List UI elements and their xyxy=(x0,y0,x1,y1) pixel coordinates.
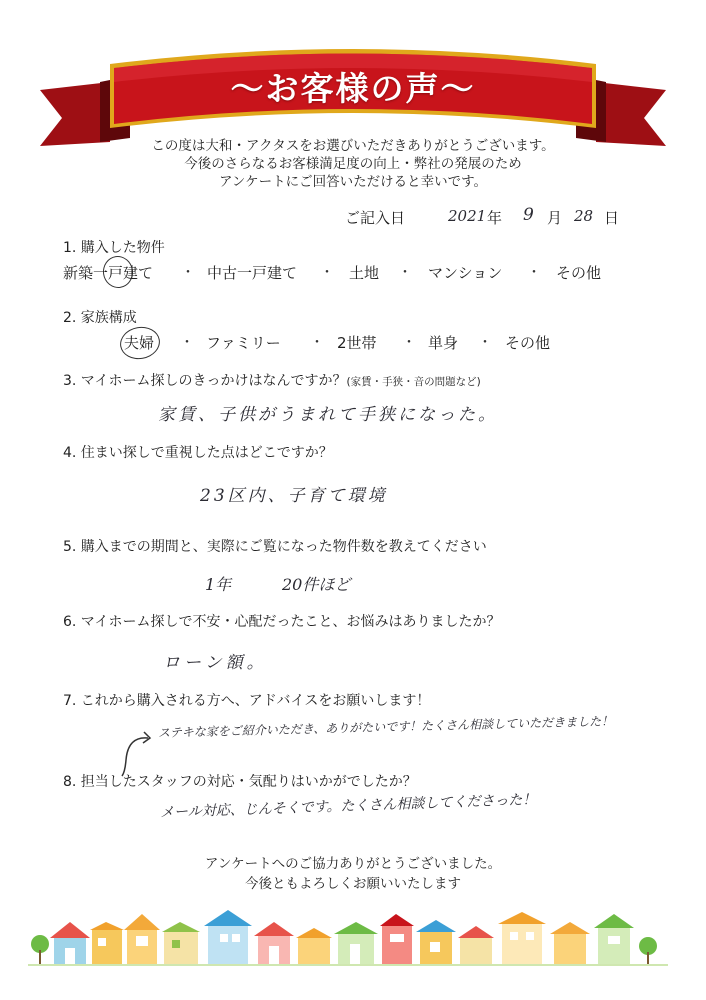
house-icon xyxy=(296,928,332,938)
house-icon xyxy=(162,922,200,932)
footer-thanks: アンケートへのご協力ありがとうございました。 xyxy=(204,856,502,872)
house-icon xyxy=(594,914,634,928)
q2-option-couple[interactable]: 夫婦 xyxy=(124,334,155,352)
q1-option-new-house[interactable]: 新築一戸建て xyxy=(63,264,154,282)
date-day: 28 xyxy=(574,207,594,225)
answer-8: メール対応、じんそくです。たくさん相談してくださった！ xyxy=(159,791,537,821)
question-7: 7. これから購入される方へ、アドバイスをお願いします！ xyxy=(63,693,431,709)
question-6: 6. マイホーム探しで不安・心配だったこと、お悩みはありましたか？ xyxy=(63,614,501,630)
answer-6: ローン額。 xyxy=(163,653,268,673)
q1-option-mansion[interactable]: マンション xyxy=(428,264,503,282)
intro-line: アンケートにご回答いただけると幸いです。 xyxy=(218,174,488,190)
q1-option-used-house[interactable]: 中古一戸建て xyxy=(207,264,298,282)
question-4: 4. 住まい探しで重視した点はどこですか？ xyxy=(63,445,333,461)
q1-option-land[interactable]: 土地 xyxy=(349,264,380,282)
house-icon xyxy=(254,922,294,936)
house-icon xyxy=(90,922,124,930)
question-3-text: 3. マイホーム探しのきっかけはなんですか？ xyxy=(63,373,347,389)
intro-text xyxy=(0,137,706,191)
q2-option-two-generation[interactable]: 2世帯 xyxy=(337,334,377,352)
q2-option-other[interactable]: その他 xyxy=(505,334,551,352)
answer-4: 23区内、子育て環境 xyxy=(200,486,388,506)
intro-line: 今後のさらなるお客様満足度の向上・弊社の発展のため xyxy=(184,156,522,172)
house-icon xyxy=(458,926,494,938)
question-5: 5. 購入までの期間と、実際にご覧になった物件数を教えてください xyxy=(63,539,487,555)
question-3 xyxy=(63,370,481,390)
question-1: 1. 購入した物件 xyxy=(63,240,165,256)
page-title: ～お客様の声～ xyxy=(230,69,476,108)
question-8: 8. 担当したスタッフの対応・気配りはいかがでしたか？ xyxy=(63,774,417,790)
house-icon xyxy=(498,912,546,924)
footer-closing: 今後ともよろしくお願いいたします xyxy=(245,876,461,892)
house-icon xyxy=(416,920,456,932)
house-icon xyxy=(50,922,90,938)
date-month-unit: 月 xyxy=(547,209,563,227)
house-icon xyxy=(124,914,160,930)
answer-5-period: 1年 xyxy=(205,575,232,594)
date-year-unit: 年 xyxy=(487,209,503,227)
footer-text xyxy=(0,854,706,894)
answer-5-count: 20件ほど xyxy=(282,575,351,594)
date-year: 2021 xyxy=(448,207,487,225)
house-icon xyxy=(204,910,252,926)
q2-option-single[interactable]: 単身 xyxy=(428,334,459,352)
question-2: 2. 家族構成 xyxy=(63,310,137,326)
houses-illustration xyxy=(28,908,678,968)
house-icon xyxy=(334,922,378,934)
q1-option-other[interactable]: その他 xyxy=(556,264,602,282)
house-icon xyxy=(550,922,590,934)
q2-option-family[interactable]: ファミリー xyxy=(206,334,281,352)
date-label: ご記入日 xyxy=(345,209,406,227)
answer-7: ステキな家をご紹介いただき、ありがたいです！たくさん相談していただきました！ xyxy=(157,714,614,740)
answer-3: 家賃、子供がうまれて手狭になった。 xyxy=(158,405,498,425)
intro-line: この度は大和・アクタスをお選びいただきありがとうございます。 xyxy=(151,138,555,154)
date-day-unit: 日 xyxy=(604,209,620,227)
date-month: 9 xyxy=(523,205,534,225)
house-icon xyxy=(380,914,414,926)
question-3-note: (家賃・手狭・音の問題など) xyxy=(346,376,481,388)
